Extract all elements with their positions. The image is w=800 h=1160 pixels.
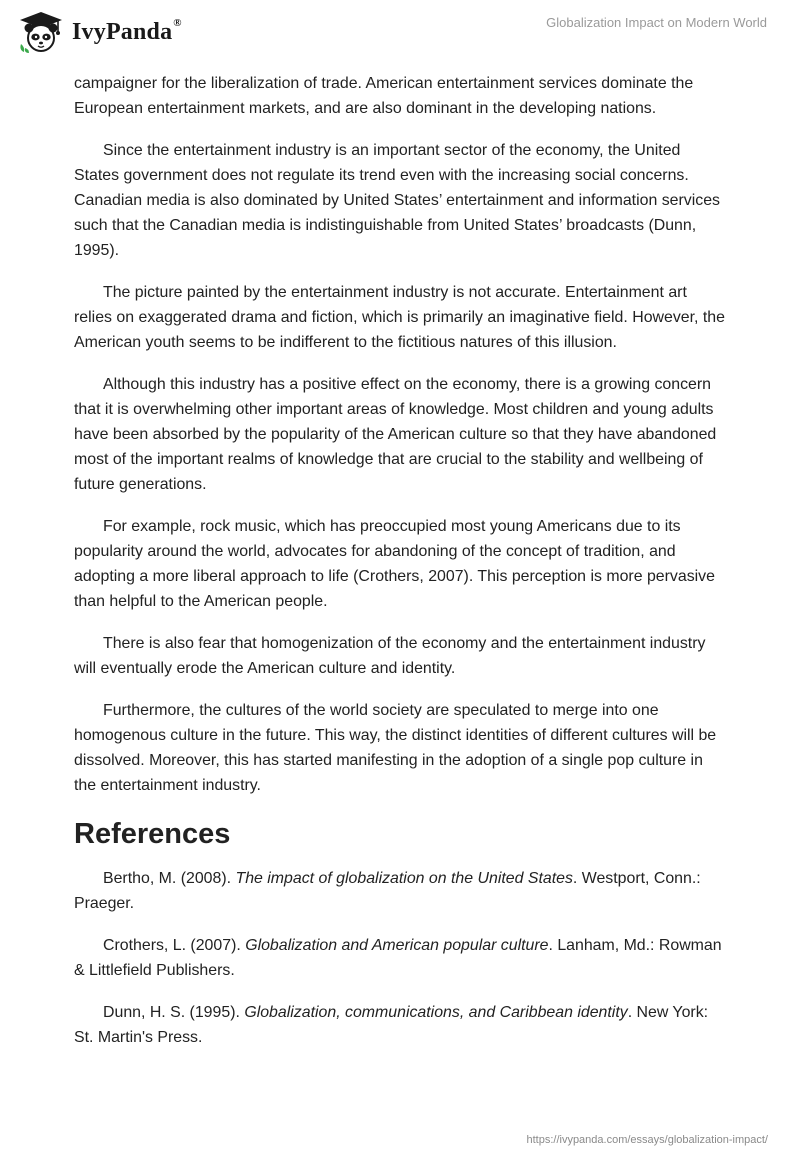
body-paragraph: There is also fear that homogenization of the economy and the entertainment industry will eventually erode the American culture and identity.: [74, 635, 706, 677]
reference-publisher: . Lanham, Md.: Rowman & Littlefield Publishers.: [74, 937, 722, 979]
body-paragraph: Since the entertainment industry is an important sector of the economy, the United States government does not regulate its trend even with the increasing social concerns. Canadian media is also dominated by United States’ entertainment and information services such that the Canadian media is indistinguishable from United States’ broadcasts (Dunn, 1995).: [74, 142, 720, 259]
body-paragraph: Although this industry has a positive effect on the economy, there is a growing concern that it is overwhelming other important areas of knowledge. Most children and young adults have been absorbed by the popularity of the American culture so that they have abandoned most of the important realms of knowledge that are crucial to the stability and wellbeing of future generations.: [74, 376, 717, 493]
reference-author: Crothers, L. (2007).: [103, 937, 246, 954]
body-paragraph: The picture painted by the entertainment industry is not accurate. Entertainment art relies on exaggerated drama and fiction, which is primarily an imaginative field. However, the American youth seems to be indifferent to the fictitious natures of this illusion.: [74, 284, 725, 351]
reference-entry: [74, 1000, 726, 1050]
registered-mark: ®: [173, 16, 182, 29]
brand-name: IvyPanda®: [72, 16, 182, 45]
reference-author: Dunn, H. S. (1995).: [103, 1004, 245, 1021]
references-heading: References: [74, 818, 231, 850]
reference-title: The impact of globalization on the United States: [235, 870, 573, 887]
reference-title: Globalization and American popular culture: [245, 937, 549, 954]
body-paragraph: Furthermore, the cultures of the world society are speculated to merge into one homogenous culture in the future. This way, the distinct identities of different cultures will be dissolved. Moreover, this has started manifesting in the adoption of a single pop culture in the entertainment industry.: [74, 702, 717, 794]
panda-graduate-icon: [18, 10, 64, 54]
reference-publisher: . Westport, Conn.: Praeger.: [74, 870, 701, 912]
body-paragraph: For example, rock music, which has preoccupied most young Americans due to its popularity around the world, advocates for abandoning of the concept of tradition, and adopting a more liberal approach to life (Crothers, 2007). This perception is more pervasive than helpful to the American people.: [74, 518, 715, 610]
body-paragraph: campaigner for the liberalization of trade. American entertainment services dominate the European entertainment markets, and are also dominant in the developing nations.: [74, 75, 694, 117]
reference-author: Bertho, M. (2008).: [103, 870, 236, 887]
reference-publisher: . New York: St. Martin's Press.: [74, 1004, 709, 1046]
reference-title: Globalization, communications, and Caribbean identity: [244, 1004, 628, 1021]
ivypanda-logo[interactable]: [18, 10, 182, 54]
reference-entry: [74, 933, 726, 983]
page-header: [0, 0, 800, 68]
essay-content: [74, 71, 726, 1067]
reference-entry: [74, 866, 726, 916]
document-title: Globalization Impact on Modern World: [546, 15, 767, 30]
source-url[interactable]: https://ivypanda.com/essays/globalization-impact/: [526, 1134, 768, 1146]
